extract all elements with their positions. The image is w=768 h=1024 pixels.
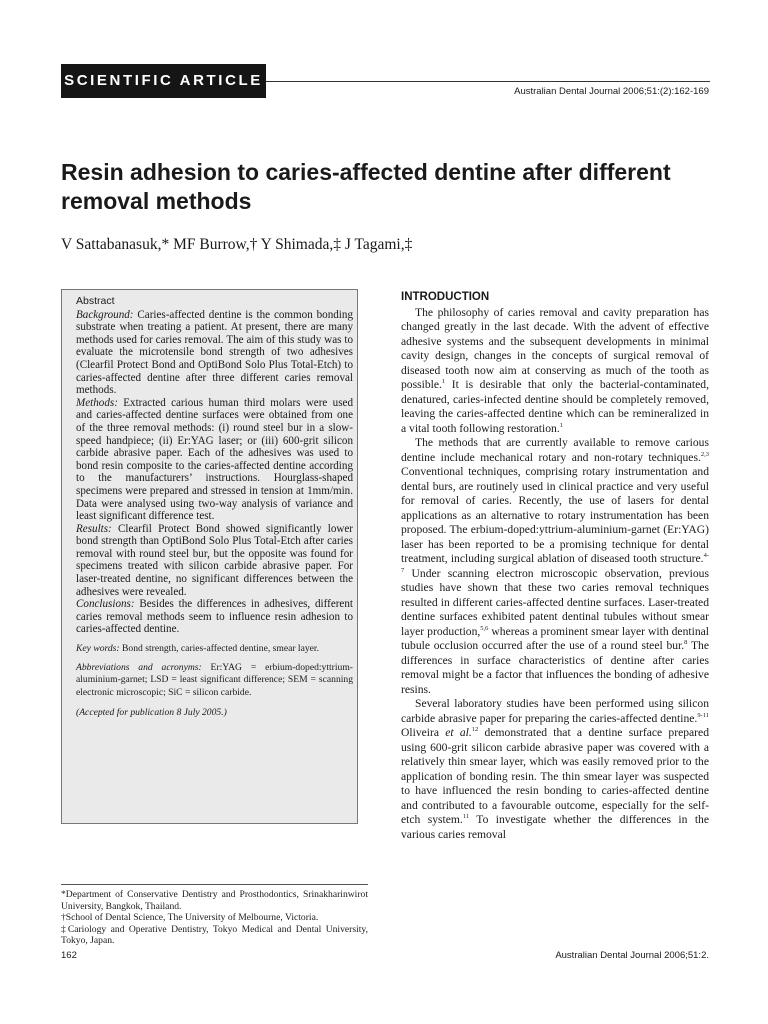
abstract-heading: Abstract [76, 295, 115, 307]
abstract-background [76, 309, 353, 397]
paragraph-text: whereas a prominent smear layer with dentinal tubule occlusion occurred after the use of a round steel bur. [401, 624, 709, 652]
citation-ref: 8 [684, 639, 688, 647]
footer-journal-citation: Australian Dental Journal 2006;51:2. [555, 950, 709, 961]
paragraph-text: Under scanning electron microscopic observation, previous studies have shown that these two caries removal techniques resulted in different caries-affected dentine surfaces. Laser-treated dentine surfaces exhibited patent dentinal tubules without smear layer production, [401, 566, 709, 638]
abstract-box [61, 289, 358, 824]
paragraph-text: Conventional techniques, comprising rotary instrumentation and dental burs, are routinely used in clinical practice and very useful for removal of caries. Recently, the use of lasers for dental applications as an alternative to rotary instrumentation has been proposed. The erbium-doped:yttrium-aluminium-garnet (Er:YAG) laser has been reported to be a promising technique for dental treatment, including surgical ablation of diseased tooth structure. [401, 465, 709, 565]
journal-citation: Australian Dental Journal 2006;51:(2):162-169 [514, 86, 709, 97]
abbreviations-text: Er:YAG = erbium-doped:yttrium-aluminium-garnet; LSD = least significant difference; SEM = scanning electronic microscopic; SiC = silicon carbide. [76, 662, 353, 698]
abstract-results [76, 523, 353, 599]
abstract-abbreviations [76, 662, 353, 699]
conclusions-label: Conclusions: [76, 598, 135, 611]
header-rule [266, 81, 710, 82]
paragraph-text: Oliveira [401, 726, 446, 739]
citation-ref: 9-11 [697, 711, 709, 719]
article-title: Resin adhesion to caries-affected dentine after different removal methods [61, 159, 671, 214]
introduction-section [401, 290, 709, 842]
body-paragraph [401, 436, 709, 697]
page-number: 162 [61, 950, 77, 961]
background-text: Caries-affected dentine is the common bonding substrate when treating a patient. At present, there are many methods used for caries removal. The aim of this study was to evaluate the microtensile bond strength of two adhesives (Clearfil Protect Bond and OptiBond Solo Plus Total-Etch) to caries-affected dentine after three different caries removal methods. [76, 308, 353, 397]
results-text: Clearfil Protect Bond showed significantly lower bond strength than OptiBond Solo Plus Total-Etch after caries removal with round steel bur, but the opposite was found for specimens treated with silicon carbide abrasive paper. For laser-treated dentine, no significant differences between the adhesives were revealed. [76, 522, 353, 598]
affiliation-footnotes [61, 884, 368, 947]
paragraph-text: The philosophy of caries removal and cavity preparation has changed greatly in the last decade. With the advent of effective adhesive systems and the subsequent developments in minimal cavity design, changes in the concepts of surgical removal of diseased tooth now aim at conserving as much of the tooth as possible. [401, 305, 709, 391]
conclusions-text: Besides the differences in adhesives, different caries removal methods seem to influence resin adhesion to caries-affected dentine. [76, 598, 353, 636]
author-list: V Sattabanasuk,* MF Burrow,† Y Shimada,‡ J Tagami,‡ [61, 236, 413, 253]
paragraph-text: et al. [445, 726, 472, 739]
background-label: Background: [76, 308, 134, 321]
citation-ref: 2,3 [700, 450, 709, 458]
section-heading: INTRODUCTION [401, 291, 490, 303]
footnote-item: †School of Dental Science, The University of Melbourne, Victoria. [61, 912, 319, 924]
article-type-banner: SCIENTIFIC ARTICLE [61, 64, 266, 98]
results-label: Results: [76, 522, 112, 535]
citation-ref: 5,6 [480, 624, 489, 632]
keywords-label: Key words: [76, 643, 120, 655]
body-paragraph [401, 697, 709, 842]
accepted-date: (Accepted for publication 8 July 2005.) [76, 706, 227, 718]
paragraph-text: The differences in surface characteristics of dentine after caries removal might be a factor that influences the bonding of adhesive resins. [401, 639, 709, 696]
citation-ref: 12 [471, 726, 479, 734]
abstract-conclusions [76, 598, 353, 636]
methods-text: Extracted carious human third molars were used and caries-affected dentine surfaces were obtained from one of the three removal methods: (i) round steel bur in a slow-speed handpiece; (ii) Er:YAG laser; or (iii) 600-grit silicon carbide abrasive paper. Each of the adhesives was used to bond resin composite to the caries-affected dentine according to the manufacturers’ instructions. Hourglass-shaped specimens were prepared and stressed in tension at 1mm/min. Data were analysed using two-way analysis of variance and least significant difference test. [76, 396, 354, 523]
abstract-keywords [76, 643, 353, 655]
citation-ref: 1 [441, 378, 446, 386]
paragraph-text: demonstrated that a dentine surface prepared using 600-grit silicon carbide abrasive paper was covered with a relatively thin smear layer, which was easily removed prior to the application of bonding resin. The thin smear layer was suspected to have influenced the resin bonding to caries-affected dentine and contributed to a favourable outcome, especially for the self-etch system. [401, 726, 709, 826]
paragraph-text: The methods that are currently available to remove carious dentine include mechanical rotary and non-rotary techniques. [401, 436, 709, 464]
footnote-item: ‡Cariology and Operative Dentistry, Tokyo Medical and Dental University, Tokyo, Japan. [61, 923, 368, 947]
citation-ref: 4-7 [401, 552, 709, 574]
citation-ref: 11 [462, 813, 470, 821]
keywords-text: Bond strength, caries-affected dentine, smear layer. [122, 643, 319, 655]
paragraph-text: Several laboratory studies have been performed using silicon carbide abrasive paper for preparing the caries-affected dentine. [401, 697, 709, 725]
footnote-item: *Department of Conservative Dentistry and Prosthodontics, Srinakharinwirot University, Bangkok, Thailand. [61, 889, 368, 912]
citation-ref: 1 [559, 421, 563, 429]
methods-label: Methods: [76, 396, 118, 409]
body-paragraph [401, 306, 709, 437]
abstract-methods [76, 397, 353, 523]
abbreviations-label: Abbreviations and acronyms: [76, 662, 202, 674]
paragraph-text: To investigate whether the differences in the various caries removal [401, 813, 710, 841]
paragraph-text: It is desirable that only the bacterial-contaminated, denatured, caries-infected dentine should be completely removed, leaving the caries-affected dentine which can be remineralized in a vital tooth following restoration. [401, 378, 709, 435]
